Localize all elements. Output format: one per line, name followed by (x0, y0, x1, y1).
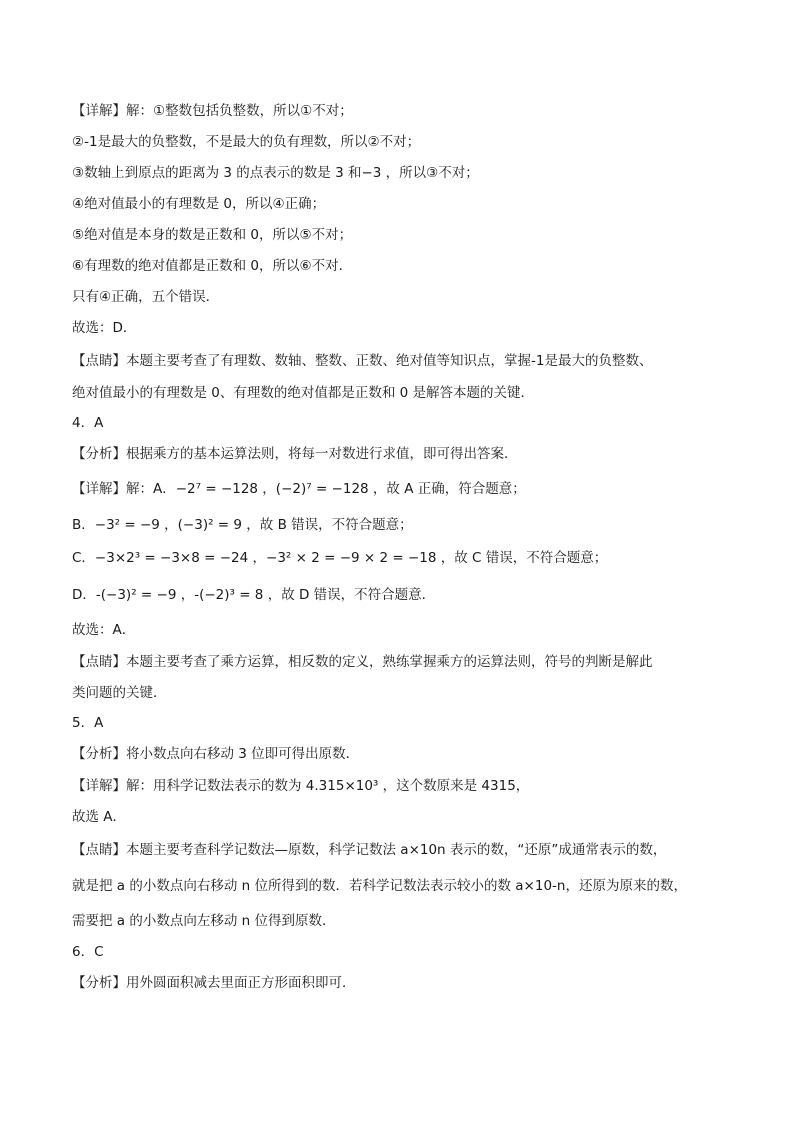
text-line: ③数轴上到原点的距离为 3 的点表示的数是 3 和−3 ，所以③不对； (72, 165, 479, 181)
text-line: 【详解】解：①整数包括负整数，所以①不对； (72, 103, 353, 119)
text-line: 【点睛】本题主要考查科学记数法—原数，科学记数法 a×10n 表示的数，“还原”成通常表示的数， (72, 842, 667, 858)
text-line: 只有④正确，五个错误． (72, 289, 220, 305)
text-line: 【详解】解：用科学记数法表示的数为 4.315×10³ ，这个数原来是 4315， (72, 778, 530, 794)
text-line: 【分析】将小数点向右移动 3 位即可得出原数． (72, 746, 360, 762)
text-line: 【点睛】本题主要考查了乘方运算，相反数的定义，熟练掌握乘方的运算法则，符号的判断是解此 (72, 654, 653, 670)
text-line: 【详解】解：A．−2⁷ = −128 ，(−2)⁷ = −128 ，故 A 正确，符合题意； (72, 481, 526, 497)
answer-number: 4．A (72, 415, 104, 431)
text-line: B．−3² = −9 ，(−3)² = 9 ，故 B 错误，不符合题意； (72, 517, 413, 533)
text-line: 【分析】根据乘方的基本运算法则，将每一对数进行求值，即可得出答案． (72, 446, 518, 462)
text-line: ④绝对值最小的有理数是 0，所以④正确； (72, 196, 326, 212)
text-line: 绝对值最小的有理数是 0、有理数的绝对值都是正数和 0 是解答本题的关键． (72, 385, 535, 401)
text-line: 就是把 a 的小数点向右移动 n 位所得到的数．若科学记数法表示较小的数 a×10-n，还原为原来的数， (72, 878, 687, 894)
text-line: 需要把 a 的小数点向左移动 n 位得到原数． (72, 913, 336, 929)
text-line: 类问题的关键． (72, 685, 167, 701)
answer-number: 6．C (72, 944, 104, 960)
text-line: D．-(−3)² = −9 ，-(−2)³ = 8 ，故 D 错误，不符合题意． (72, 587, 436, 603)
text-line: 故选：A． (72, 622, 136, 638)
text-line: 故选：D． (72, 320, 137, 336)
text-line: ⑥有理数的绝对值都是正数和 0，所以⑥不对． (72, 258, 353, 274)
text-line: 【点睛】本题主要考查了有理数、数轴、整数、正数、绝对值等知识点，掌握-1是最大的负整数、 (72, 353, 653, 369)
text-line: C．−3×2³ = −3×8 = −24 ，−3² × 2 = −9 × 2 = −18 ，故 C 错误，不符合题意； (72, 550, 608, 566)
text-line: 【分析】用外圆面积减去里面正方形面积即可． (72, 975, 356, 991)
text-line: ⑤绝对值是本身的数是正数和 0，所以⑤不对； (72, 227, 353, 243)
text-line: 故选 A． (72, 809, 127, 825)
text-line: ②-1是最大的负整数，不是最大的负有理数，所以②不对； (72, 134, 421, 150)
answer-number: 5．A (72, 715, 104, 731)
